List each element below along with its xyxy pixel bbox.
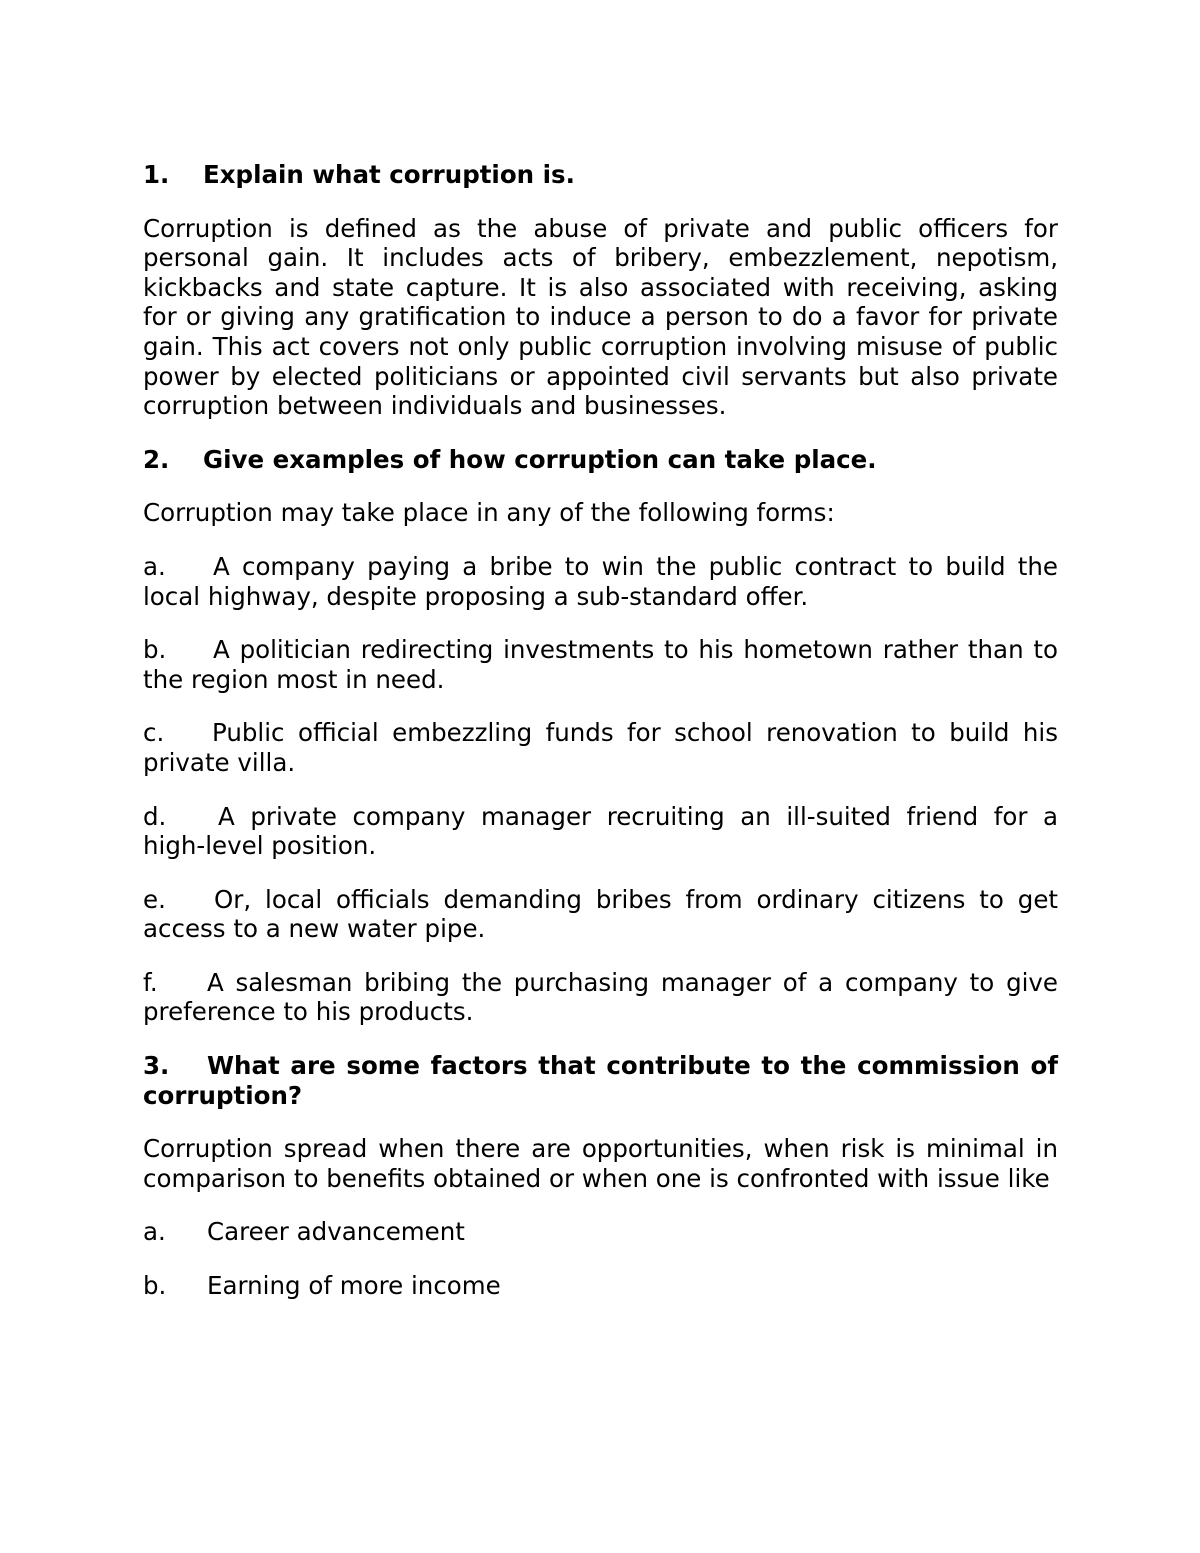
factor-item-b [143,1271,1058,1301]
question-heading-text: What are some factors that contribute to the commission of corruption? [143,1051,1058,1110]
question-1-heading [143,160,1058,190]
item-label: a. [143,1217,166,1247]
item-label: b. [143,1271,167,1301]
item-label: a. [143,551,166,581]
item-label: f. [143,967,158,997]
item-text: Career advancement [207,1217,465,1247]
question-number: 1. [143,160,170,189]
question-number: 2. [143,444,170,474]
question-text [143,1051,1058,1110]
item-text: Earning of more income [207,1271,501,1301]
item-text: A company paying a bribe to win the public contract to build the local highway, despite proposing a sub-standard offer. [143,551,1058,611]
example-item-e [143,885,1058,944]
item-label: b. [143,635,167,665]
question-text: Explain what corruption is. [203,160,575,189]
item-text: A private company manager recruiting an ill-suited friend for a high-level position. [143,801,1058,861]
example-item-a [143,552,1058,611]
item-text: A politician redirecting investments to his hometown rather than to the region most in need. [143,635,1058,694]
example-item-b [143,635,1058,694]
question-2-intro: Corruption may take place in any of the following forms: [143,498,835,528]
item-label: d. [143,801,167,831]
question-1-answer: Corruption is defined as the abuse of private and public officers for personal gain. It includes acts of bribery, embezzlement, nepotism, kickbacks and state capture. It is also associated with receiving, asking for or giving any gratification to induce a person to do a favor for private gain. This act covers not only public corruption involving misuse of public power by elected politicians or appointed civil servants but also private corruption between individuals and businesses. [143,213,1058,421]
item-text: Public official embezzling funds for school renovation to build his private villa. [143,718,1058,777]
item-label: e. [143,884,166,914]
question-3-heading [143,1051,1058,1110]
item-text: Or, local officials demanding bribes from ordinary citizens to get access to a new water pipe. [143,884,1058,944]
question-2-heading [143,445,1058,475]
question-number: 3. [143,1051,170,1081]
question-text: Give examples of how corruption can take place. [203,444,877,474]
question-3-answer: Corruption spread when there are opportunities, when risk is minimal in comparison to benefits obtained or when one is confronted with issue like [143,1134,1058,1193]
example-item-c [143,718,1058,777]
item-text: A salesman bribing the purchasing manager of a company to give preference to his products. [143,967,1058,1027]
example-item-f [143,968,1058,1027]
item-label: c. [143,718,165,748]
example-item-d [143,802,1058,861]
factor-item-a [143,1217,1058,1247]
document-page [143,160,1058,1325]
